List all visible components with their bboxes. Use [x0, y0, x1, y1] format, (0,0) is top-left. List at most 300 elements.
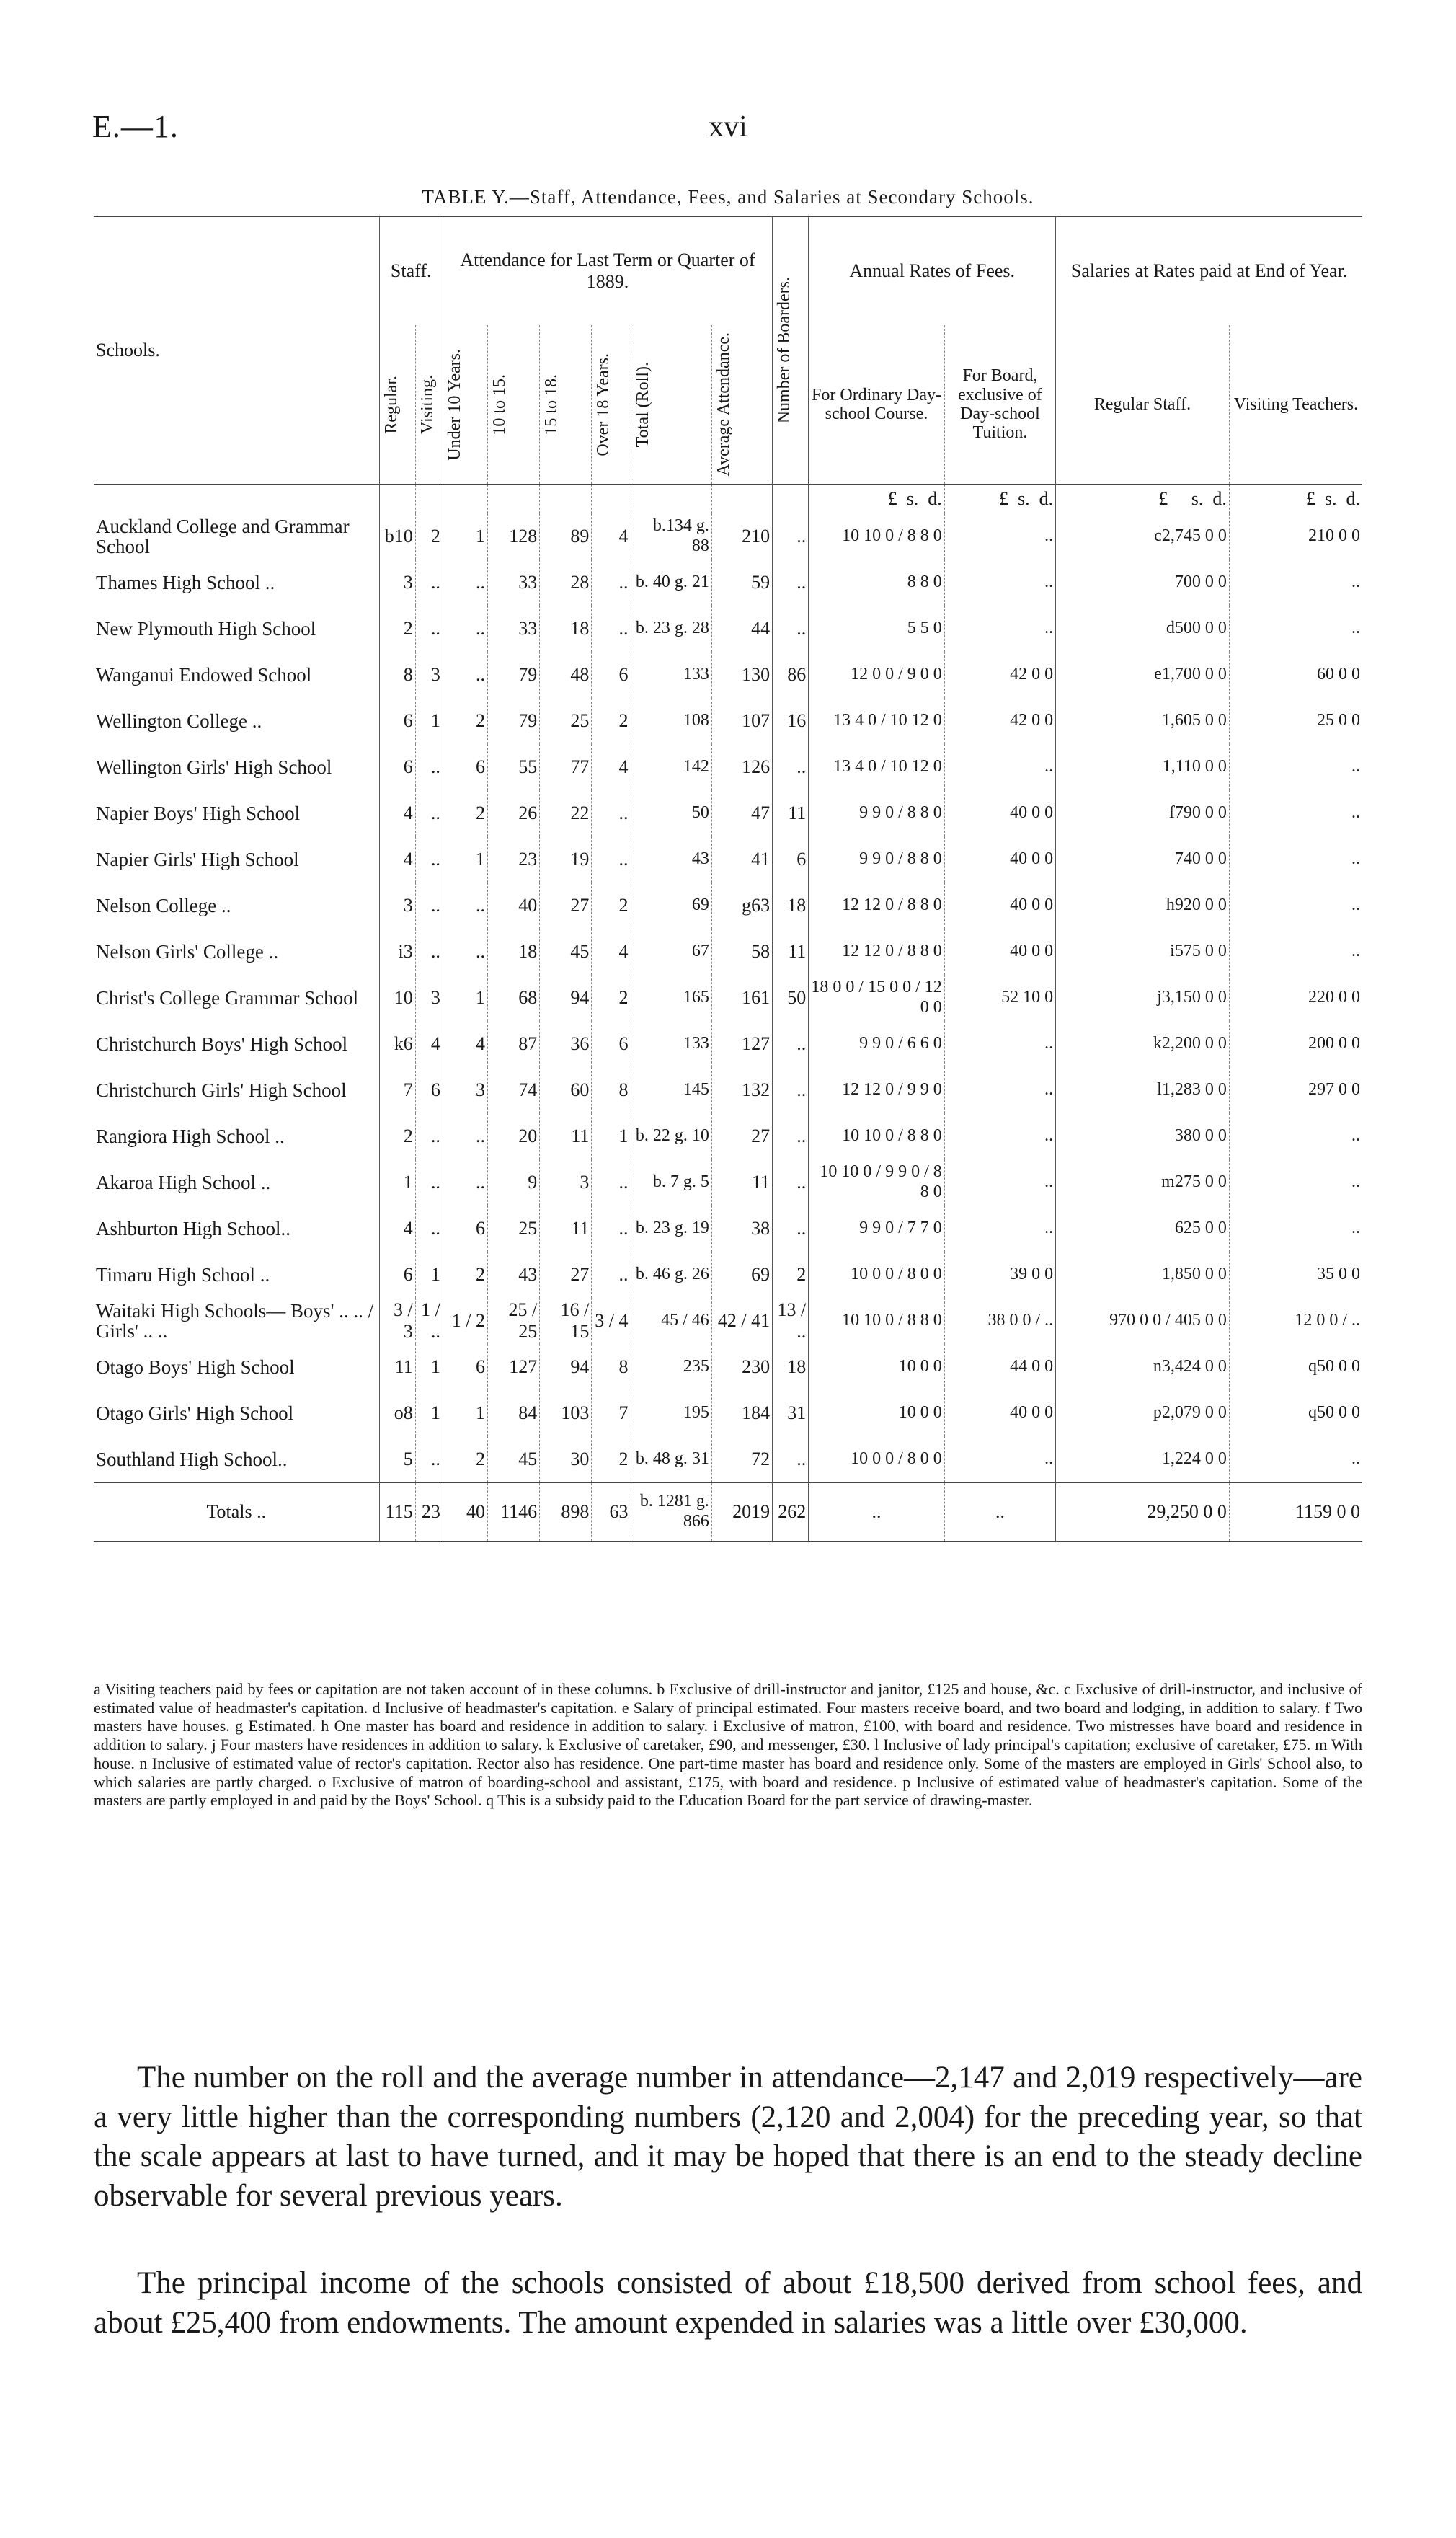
visiting-staff-cell: ..	[415, 1206, 443, 1252]
fee-board-cell: 42 0 0	[944, 698, 1055, 744]
average-attendance-cell: 11	[711, 1159, 772, 1206]
boarders-cell: ..	[773, 1206, 809, 1252]
table-row	[94, 1159, 1362, 1206]
under-10-cell: ..	[443, 929, 487, 975]
currency-head-sal-regular: £ s. d.	[1056, 485, 1230, 514]
table-row	[94, 744, 1362, 790]
boarders-cell: 31	[773, 1390, 809, 1436]
salary-regular-cell: 1,605 0 0	[1056, 698, 1230, 744]
table-row	[94, 1021, 1362, 1067]
age-10-15-cell: 79	[488, 652, 540, 698]
boarders-cell: ..	[773, 1113, 809, 1159]
boarders-cell: 11	[773, 929, 809, 975]
boarders-cell: ..	[773, 1159, 809, 1206]
age-15-18-cell: 22	[540, 790, 592, 836]
salary-regular-cell: 700 0 0	[1056, 560, 1230, 606]
salary-visiting-cell: ..	[1229, 1113, 1362, 1159]
total-roll-cell: b. 22 g. 10	[631, 1113, 711, 1159]
regular-staff-cell: 4	[379, 790, 415, 836]
age-10-15-cell: 25	[488, 1206, 540, 1252]
footnote-text: a Visiting teachers paid by fees or capitation are not taken account of in these columns. b Exclusive of drill-instructor and janitor, £125 and house, &c. c Exclusive of drill-instructor, and inclusive of estimated value of headmaster's capitation. d Inclusive of headmaster's capitation. e Salary of principal estimated. Four masters receive board, and two board and lodging, in addition to salary. f Two masters have houses. g Estimated. h One master has board and residence in addition to salary. i Exclusive of matron, £100, with board and residence. Two mistresses have board and residence in addition to salary. j Four masters have residences in addition to salary. k Exclusive of caretaker, £90, and messenger, £30. l Inclusive of lady principal's capitation; exclusive of caretaker, £75. m With house. n Inclusive of estimated value of rector's capitation. Rector also has residence. One part-time master has board and residence only. Some of the masters are employed in Girls' School also, to which salaries are partly charged. o Exclusive of matron of boarding-school and assistant, £175, with board and residence. p Inclusive of estimated value of headmaster's capitation. Some of the masters are partly employed in and paid by the Boys' School. q This is a subsidy paid to the Education Board for the part service of drawing-master.	[94, 1680, 1362, 1810]
under-10-cell: 6	[443, 744, 487, 790]
fee-day-school-cell: 12 12 0 / 9 9 0	[809, 1067, 945, 1113]
totals-row	[94, 1483, 1362, 1542]
age-15-18-cell: 89	[540, 513, 592, 560]
fee-day-school-cell: 13 4 0 / 10 12 0	[809, 744, 945, 790]
school-name-cell: Napier Boys' High School	[96, 802, 301, 824]
regular-staff-cell: 11	[379, 1344, 415, 1390]
fee-board-cell: ..	[944, 1159, 1055, 1206]
col-head-15to18: 15 to 18.	[540, 325, 592, 485]
age-15-18-cell: 94	[540, 1344, 592, 1390]
visiting-staff-cell: 2	[415, 513, 443, 560]
salary-visiting-cell: ..	[1229, 883, 1362, 929]
age-15-18-cell: 25	[540, 698, 592, 744]
school-name-cell: Otago Girls' High School	[96, 1402, 294, 1424]
salary-visiting-cell: ..	[1229, 1436, 1362, 1483]
visiting-staff-cell: 1	[415, 1252, 443, 1298]
fee-day-school-cell: 18 0 0 / 15 0 0 / 12 0 0	[809, 975, 945, 1021]
school-name-cell: Timaru High School ..	[96, 1263, 270, 1286]
col-head-sal-visiting: Visiting Teachers.	[1229, 325, 1362, 485]
boarders-cell: ..	[773, 1436, 809, 1483]
fee-board-cell: ..	[944, 560, 1055, 606]
fee-day-school-cell: 10 10 0 / 8 8 0	[809, 1113, 945, 1159]
under-10-cell: ..	[443, 1159, 487, 1206]
average-attendance-cell: 58	[711, 929, 772, 975]
over-18-cell: 2	[592, 1436, 631, 1483]
under-10-cell: 6	[443, 1206, 487, 1252]
boarders-cell: 18	[773, 1344, 809, 1390]
salary-regular-cell: i575 0 0	[1056, 929, 1230, 975]
age-10-15-cell: 74	[488, 1067, 540, 1113]
table-row	[94, 606, 1362, 652]
total-roll-cell: 133	[631, 652, 711, 698]
regular-staff-cell: 4	[379, 836, 415, 883]
totals-10to15: 1146	[488, 1483, 540, 1542]
regular-staff-cell: 2	[379, 1113, 415, 1159]
visiting-staff-cell: ..	[415, 560, 443, 606]
boarders-cell: 6	[773, 836, 809, 883]
boarders-cell: ..	[773, 513, 809, 560]
salary-regular-cell: 740 0 0	[1056, 836, 1230, 883]
totals-over18: 63	[592, 1483, 631, 1542]
under-10-cell: 2	[443, 1252, 487, 1298]
boarders-cell: ..	[773, 606, 809, 652]
col-head-sal-regular: Regular Staff.	[1056, 325, 1230, 485]
fee-day-school-cell: 10 10 0 / 8 8 0	[809, 513, 945, 560]
totals-boarders: 262	[773, 1483, 809, 1542]
over-18-cell: 2	[592, 698, 631, 744]
salary-regular-cell: 1,850 0 0	[1056, 1252, 1230, 1298]
under-10-cell: 3	[443, 1067, 487, 1113]
fee-day-school-cell: 10 0 0 / 8 0 0	[809, 1252, 945, 1298]
age-10-15-cell: 127	[488, 1344, 540, 1390]
school-name-cell: Napier Girls' High School	[96, 848, 299, 870]
over-18-cell: ..	[592, 1159, 631, 1206]
total-roll-cell: 67	[631, 929, 711, 975]
visiting-staff-cell: 1	[415, 1344, 443, 1390]
under-10-cell: ..	[443, 883, 487, 929]
total-roll-cell: 108	[631, 698, 711, 744]
boarders-cell: 11	[773, 790, 809, 836]
under-10-cell: 6	[443, 1344, 487, 1390]
school-name-cell: Ashburton High School..	[96, 1217, 290, 1239]
age-15-18-cell: 16 / 15	[540, 1298, 592, 1344]
average-attendance-cell: g63	[711, 883, 772, 929]
school-name-cell: Wanganui Endowed School	[96, 663, 312, 686]
age-10-15-cell: 87	[488, 1021, 540, 1067]
col-head-attendance: Attendance for Last Term or Quarter of 1889.	[443, 217, 772, 326]
age-15-18-cell: 11	[540, 1206, 592, 1252]
school-name-cell: Nelson Girls' College ..	[96, 940, 279, 963]
age-10-15-cell: 79	[488, 698, 540, 744]
regular-staff-cell: 6	[379, 698, 415, 744]
total-roll-cell: b.134 g. 88	[631, 513, 711, 560]
regular-staff-cell: 7	[379, 1067, 415, 1113]
footnotes	[94, 1680, 1362, 1810]
boarders-cell: ..	[773, 560, 809, 606]
salary-regular-cell: 1,224 0 0	[1056, 1436, 1230, 1483]
fee-board-cell: ..	[944, 744, 1055, 790]
over-18-cell: ..	[592, 1206, 631, 1252]
school-name-cell: Thames High School ..	[96, 571, 275, 593]
fee-board-cell: ..	[944, 1436, 1055, 1483]
table-row	[94, 929, 1362, 975]
average-attendance-cell: 230	[711, 1344, 772, 1390]
table-row	[94, 652, 1362, 698]
visiting-staff-cell: ..	[415, 929, 443, 975]
age-10-15-cell: 26	[488, 790, 540, 836]
totals-sal-regular: 29,250 0 0	[1056, 1483, 1230, 1542]
visiting-staff-cell: ..	[415, 1436, 443, 1483]
currency-head-fees-day: £ s. d.	[809, 485, 945, 514]
under-10-cell: 1	[443, 836, 487, 883]
under-10-cell: ..	[443, 606, 487, 652]
table-row	[94, 1298, 1362, 1344]
regular-staff-cell: 6	[379, 1252, 415, 1298]
salary-visiting-cell: 25 0 0	[1229, 698, 1362, 744]
regular-staff-cell: 2	[379, 606, 415, 652]
under-10-cell: 1 / 2	[443, 1298, 487, 1344]
fee-board-cell: 42 0 0	[944, 652, 1055, 698]
total-roll-cell: 45 / 46	[631, 1298, 711, 1344]
age-10-15-cell: 40	[488, 883, 540, 929]
page-number: xvi	[709, 110, 747, 143]
col-head-10to15: 10 to 15.	[488, 325, 540, 485]
fee-board-cell: 40 0 0	[944, 883, 1055, 929]
salary-regular-cell: 625 0 0	[1056, 1206, 1230, 1252]
fee-board-cell: 38 0 0 / ..	[944, 1298, 1055, 1344]
salary-visiting-cell: 210 0 0	[1229, 513, 1362, 560]
salary-visiting-cell: ..	[1229, 1159, 1362, 1206]
under-10-cell: 1	[443, 1390, 487, 1436]
total-roll-cell: b. 48 g. 31	[631, 1436, 711, 1483]
age-15-18-cell: 103	[540, 1390, 592, 1436]
age-10-15-cell: 68	[488, 975, 540, 1021]
visiting-staff-cell: 1	[415, 698, 443, 744]
col-head-staff: Staff.	[379, 217, 443, 326]
over-18-cell: 4	[592, 929, 631, 975]
fee-day-school-cell: 10 10 0 / 9 9 0 / 8 8 0	[809, 1159, 945, 1206]
totals-under10: 40	[443, 1483, 487, 1542]
school-name-cell: Waitaki High Schools— Boys' .. .. / Girls' .. ..	[96, 1299, 374, 1342]
boarders-cell: 18	[773, 883, 809, 929]
totals-label: Totals ..	[206, 1501, 267, 1522]
salary-visiting-cell: ..	[1229, 560, 1362, 606]
over-18-cell: ..	[592, 606, 631, 652]
col-head-schools: Schools.	[96, 340, 160, 361]
over-18-cell: 2	[592, 975, 631, 1021]
visiting-staff-cell: 3	[415, 652, 443, 698]
table-row	[94, 513, 1362, 560]
over-18-cell: 3 / 4	[592, 1298, 631, 1344]
salary-visiting-cell: 35 0 0	[1229, 1252, 1362, 1298]
age-15-18-cell: 94	[540, 975, 592, 1021]
age-15-18-cell: 77	[540, 744, 592, 790]
boarders-cell: ..	[773, 744, 809, 790]
fee-board-cell: 52 10 0	[944, 975, 1055, 1021]
salary-visiting-cell: ..	[1229, 929, 1362, 975]
salary-regular-cell: k2,200 0 0	[1056, 1021, 1230, 1067]
total-roll-cell: 142	[631, 744, 711, 790]
school-name-cell: Christchurch Boys' High School	[96, 1033, 348, 1055]
fee-board-cell: 40 0 0	[944, 1390, 1055, 1436]
paragraph-attendance: The number on the roll and the average number in attendance—2,147 and 2,019 respectively—are a very little higher than the corresponding numbers (2,120 and 2,004) for the preceding year, so that the scale appears at last to have turned, and it may be hoped that there is an end to the steady decline observable for several previous years.	[94, 2061, 1362, 2213]
col-head-visiting: Visiting.	[415, 325, 443, 485]
age-10-15-cell: 84	[488, 1390, 540, 1436]
under-10-cell: 1	[443, 975, 487, 1021]
salary-visiting-cell: ..	[1229, 744, 1362, 790]
fee-day-school-cell: 10 0 0 / 8 0 0	[809, 1436, 945, 1483]
regular-staff-cell: 5	[379, 1436, 415, 1483]
salary-visiting-cell: 60 0 0	[1229, 652, 1362, 698]
regular-staff-cell: 3 / 3	[379, 1298, 415, 1344]
col-head-under10: Under 10 Years.	[443, 325, 487, 485]
under-10-cell: 2	[443, 790, 487, 836]
total-roll-cell: 43	[631, 836, 711, 883]
col-head-boarders: Number of Boarders.	[773, 217, 809, 485]
table-row	[94, 1067, 1362, 1113]
salary-regular-cell: d500 0 0	[1056, 606, 1230, 652]
over-18-cell: 8	[592, 1067, 631, 1113]
age-10-15-cell: 43	[488, 1252, 540, 1298]
table-row	[94, 1113, 1362, 1159]
currency-head-fees-board: £ s. d.	[944, 485, 1055, 514]
salary-visiting-cell: ..	[1229, 836, 1362, 883]
age-10-15-cell: 33	[488, 606, 540, 652]
fee-board-cell: 40 0 0	[944, 929, 1055, 975]
col-head-salaries: Salaries at Rates paid at End of Year.	[1056, 217, 1362, 326]
visiting-staff-cell: ..	[415, 836, 443, 883]
average-attendance-cell: 27	[711, 1113, 772, 1159]
salary-visiting-cell: q50 0 0	[1229, 1390, 1362, 1436]
fee-day-school-cell: 10 0 0	[809, 1344, 945, 1390]
under-10-cell: ..	[443, 560, 487, 606]
under-10-cell: ..	[443, 1113, 487, 1159]
age-15-18-cell: 19	[540, 836, 592, 883]
page-header-code: E.—1.	[92, 109, 179, 144]
secondary-schools-table-wrapper	[94, 216, 1362, 1544]
total-roll-cell: 50	[631, 790, 711, 836]
over-18-cell: 7	[592, 1390, 631, 1436]
age-15-18-cell: 27	[540, 1252, 592, 1298]
boarders-cell: 86	[773, 652, 809, 698]
secondary-schools-table	[94, 216, 1362, 1544]
age-10-15-cell: 128	[488, 513, 540, 560]
salary-visiting-cell: 220 0 0	[1229, 975, 1362, 1021]
age-15-18-cell: 30	[540, 1436, 592, 1483]
fee-board-cell: ..	[944, 1067, 1055, 1113]
fee-day-school-cell: 10 10 0 / 8 8 0	[809, 1298, 945, 1344]
paragraph-income: The principal income of the schools consisted of about £18,500 derived from school fees, and about £25,400 from endowments. The amount expended in salaries was a little over £30,000.	[94, 2266, 1362, 2340]
age-15-18-cell: 18	[540, 606, 592, 652]
salary-regular-cell: p2,079 0 0	[1056, 1390, 1230, 1436]
school-name-cell: Rangiora High School ..	[96, 1125, 285, 1147]
regular-staff-cell: 3	[379, 883, 415, 929]
under-10-cell: ..	[443, 652, 487, 698]
age-10-15-cell: 33	[488, 560, 540, 606]
boarders-cell: 2	[773, 1252, 809, 1298]
under-10-cell: 1	[443, 513, 487, 560]
age-10-15-cell: 55	[488, 744, 540, 790]
totals-average: 2019	[711, 1483, 772, 1542]
age-10-15-cell: 25 / 25	[488, 1298, 540, 1344]
visiting-staff-cell: ..	[415, 744, 443, 790]
school-name-cell: Christ's College Grammar School	[96, 986, 359, 1009]
salary-visiting-cell: 200 0 0	[1229, 1021, 1362, 1067]
total-roll-cell: 195	[631, 1390, 711, 1436]
age-15-18-cell: 48	[540, 652, 592, 698]
over-18-cell: 4	[592, 744, 631, 790]
table-title: TABLE Y.—Staff, Attendance, Fees, and Salaries at Secondary Schools.	[422, 186, 1034, 208]
table-row	[94, 1206, 1362, 1252]
visiting-staff-cell: ..	[415, 606, 443, 652]
salary-visiting-cell: 12 0 0 / ..	[1229, 1298, 1362, 1344]
visiting-staff-cell: ..	[415, 883, 443, 929]
fee-board-cell: 40 0 0	[944, 836, 1055, 883]
average-attendance-cell: 210	[711, 513, 772, 560]
totals-total: b. 1281 g. 866	[631, 1483, 711, 1542]
average-attendance-cell: 42 / 41	[711, 1298, 772, 1344]
total-roll-cell: 145	[631, 1067, 711, 1113]
table-row	[94, 790, 1362, 836]
regular-staff-cell: 8	[379, 652, 415, 698]
average-attendance-cell: 132	[711, 1067, 772, 1113]
boarders-cell: 16	[773, 698, 809, 744]
salary-regular-cell: e1,700 0 0	[1056, 652, 1230, 698]
average-attendance-cell: 41	[711, 836, 772, 883]
salary-regular-cell: f790 0 0	[1056, 790, 1230, 836]
salary-visiting-cell: ..	[1229, 1206, 1362, 1252]
total-roll-cell: 235	[631, 1344, 711, 1390]
salary-visiting-cell: 297 0 0	[1229, 1067, 1362, 1113]
fee-day-school-cell: 9 9 0 / 6 6 0	[809, 1021, 945, 1067]
col-head-fees-day: For Ordinary Day-school Course.	[809, 325, 945, 485]
fee-board-cell: ..	[944, 1113, 1055, 1159]
average-attendance-cell: 184	[711, 1390, 772, 1436]
col-head-average: Average Attendance.	[711, 325, 772, 485]
school-name-cell: Nelson College ..	[96, 894, 231, 916]
over-18-cell: ..	[592, 560, 631, 606]
school-name-cell: New Plymouth High School	[96, 617, 316, 640]
col-head-total: Total (Roll).	[631, 325, 711, 485]
fee-board-cell: ..	[944, 606, 1055, 652]
table-row	[94, 975, 1362, 1021]
fee-board-cell: ..	[944, 1206, 1055, 1252]
average-attendance-cell: 44	[711, 606, 772, 652]
over-18-cell: 6	[592, 652, 631, 698]
visiting-staff-cell: 1 / ..	[415, 1298, 443, 1344]
regular-staff-cell: 3	[379, 560, 415, 606]
salary-visiting-cell: ..	[1229, 606, 1362, 652]
school-name-cell: Wellington College ..	[96, 709, 262, 732]
average-attendance-cell: 69	[711, 1252, 772, 1298]
table-row	[94, 1436, 1362, 1483]
col-head-regular: Regular.	[379, 325, 415, 485]
fee-day-school-cell: 9 9 0 / 7 7 0	[809, 1206, 945, 1252]
regular-staff-cell: 10	[379, 975, 415, 1021]
totals-visiting: 23	[415, 1483, 443, 1542]
salary-visiting-cell: ..	[1229, 790, 1362, 836]
fee-day-school-cell: 12 12 0 / 8 8 0	[809, 929, 945, 975]
total-roll-cell: b. 46 g. 26	[631, 1252, 711, 1298]
table-row	[94, 1344, 1362, 1390]
school-name-cell: Akaroa High School ..	[96, 1171, 271, 1193]
age-15-18-cell: 3	[540, 1159, 592, 1206]
fee-board-cell: 40 0 0	[944, 790, 1055, 836]
total-roll-cell: 165	[631, 975, 711, 1021]
currency-head-sal-visiting: £ s. d.	[1229, 485, 1362, 514]
visiting-staff-cell: ..	[415, 1113, 443, 1159]
totals-sal-visiting: 1159 0 0	[1229, 1483, 1362, 1542]
regular-staff-cell: 6	[379, 744, 415, 790]
visiting-staff-cell: 4	[415, 1021, 443, 1067]
visiting-staff-cell: ..	[415, 790, 443, 836]
fee-day-school-cell: 8 8 0	[809, 560, 945, 606]
age-15-18-cell: 36	[540, 1021, 592, 1067]
salary-regular-cell: 1,110 0 0	[1056, 744, 1230, 790]
average-attendance-cell: 107	[711, 698, 772, 744]
totals-regular: 115	[379, 1483, 415, 1542]
regular-staff-cell: 4	[379, 1206, 415, 1252]
school-name-cell: Otago Boys' High School	[96, 1356, 295, 1378]
age-15-18-cell: 11	[540, 1113, 592, 1159]
fee-day-school-cell: 5 5 0	[809, 606, 945, 652]
over-18-cell: 4	[592, 513, 631, 560]
school-name-cell: Auckland College and Grammar School	[96, 515, 350, 557]
total-roll-cell: b. 40 g. 21	[631, 560, 711, 606]
fee-board-cell: ..	[944, 1021, 1055, 1067]
fee-board-cell: 39 0 0	[944, 1252, 1055, 1298]
salary-regular-cell: 380 0 0	[1056, 1113, 1230, 1159]
age-10-15-cell: 23	[488, 836, 540, 883]
total-roll-cell: b. 7 g. 5	[631, 1159, 711, 1206]
fee-day-school-cell: 9 9 0 / 8 8 0	[809, 790, 945, 836]
over-18-cell: 8	[592, 1344, 631, 1390]
over-18-cell: 1	[592, 1113, 631, 1159]
total-roll-cell: 133	[631, 1021, 711, 1067]
visiting-staff-cell: ..	[415, 1159, 443, 1206]
salary-regular-cell: 970 0 0 / 405 0 0	[1056, 1298, 1230, 1344]
average-attendance-cell: 126	[711, 744, 772, 790]
salary-regular-cell: j3,150 0 0	[1056, 975, 1230, 1021]
total-roll-cell: b. 23 g. 19	[631, 1206, 711, 1252]
under-10-cell: 2	[443, 1436, 487, 1483]
visiting-staff-cell: 3	[415, 975, 443, 1021]
salary-regular-cell: h920 0 0	[1056, 883, 1230, 929]
salary-visiting-cell: q50 0 0	[1229, 1344, 1362, 1390]
